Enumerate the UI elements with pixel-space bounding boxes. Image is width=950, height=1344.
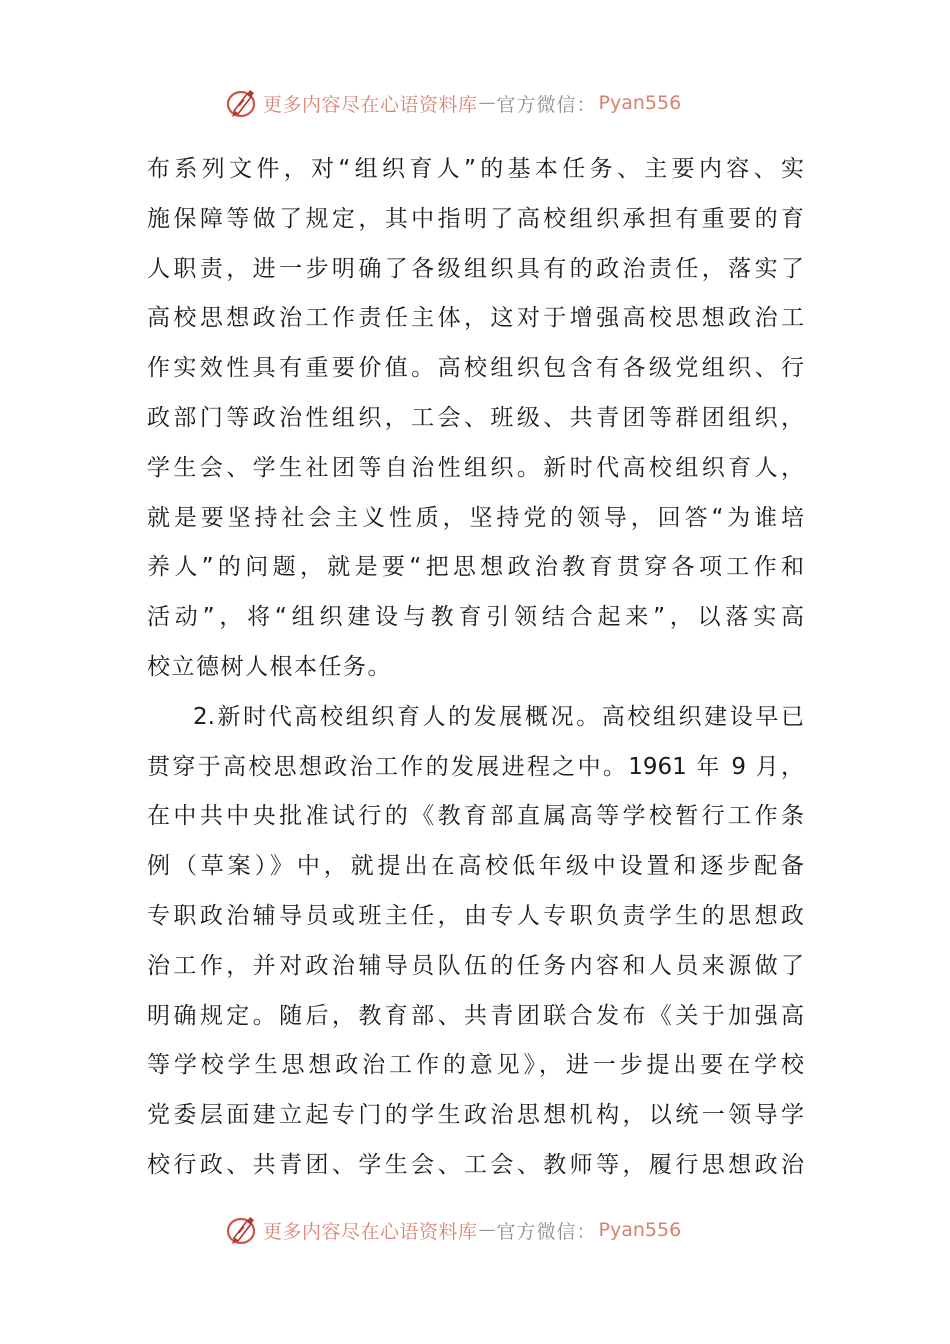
text-line: 等学校学生思想政治工作的意见》，进一步提出要在学校 xyxy=(147,1052,804,1079)
text-line: 就是要坚持社会主义性质，坚持党的领导，回答“为谁培 xyxy=(147,504,804,531)
text-line: 校立德树人根本任务。 xyxy=(147,653,392,680)
body-text xyxy=(147,145,804,1191)
banner-wechat-id: Pyan556 xyxy=(598,92,682,114)
text-line: 专职政治辅导员或班主任，由专人专职负责学生的思想政 xyxy=(147,902,804,929)
banner-wechat-id: Pyan556 xyxy=(598,1219,682,1241)
text-line: 党委层面建立起专门的学生政治思想机构，以统一领导学 xyxy=(147,1102,804,1129)
banner-wechat-label: 官方微信： xyxy=(496,1220,597,1243)
text-line: 治工作，并对政治辅导员队伍的任务内容和人员来源做了 xyxy=(147,952,804,979)
text-line: 施保障等做了规定，其中指明了高校组织承担有重要的育 xyxy=(147,205,804,232)
banner-site-text: 更多内容尽在心语资料库 xyxy=(263,93,478,116)
banner-site-text: 更多内容尽在心语资料库 xyxy=(263,1220,478,1243)
text-line: 在中共中央批准试行的《教育部直属高等学校暂行工作条 xyxy=(147,803,804,830)
text-line: 活动”，将“组织建设与教育引领结合起来”，以落实高 xyxy=(147,604,804,631)
pen-logo-icon xyxy=(225,86,259,120)
text-line: 养人”的问题，就是要“把思想政治教育贯穿各项工作和 xyxy=(147,554,804,581)
text-line: 例（草案）》中，就提出在高校低年级中设置和逐步配备 xyxy=(147,853,804,880)
text-line: 人职责，进一步明确了各级组织具有的政治责任，落实了 xyxy=(147,255,804,282)
banner-wechat-label: 官方微信： xyxy=(496,93,597,116)
section-heading-line: 2.新时代高校组织育人的发展概况。高校组织建设早已 xyxy=(193,703,804,730)
text-line: 贯穿于高校思想政治工作的发展进程之中。1961 年 9 月， xyxy=(147,753,804,780)
text-line: 作实效性具有重要价值。高校组织包含有各级党组织、行 xyxy=(147,355,804,382)
banner-separator: — xyxy=(478,93,496,113)
text-line: 政部门等政治性组织，工会、班级、共青团等群团组织， xyxy=(147,404,804,431)
pen-logo-icon xyxy=(225,1213,259,1247)
header-banner xyxy=(225,86,681,120)
text-line: 布系列文件，对“组织育人”的基本任务、主要内容、实 xyxy=(147,156,804,182)
banner-separator: — xyxy=(478,1220,496,1240)
text-line: 明确规定。随后，教育部、共青团联合发布《关于加强高 xyxy=(147,1002,804,1029)
footer-banner xyxy=(225,1213,681,1247)
text-line: 校行政、共青团、学生会、工会、教师等，履行思想政治 xyxy=(147,1151,804,1178)
text-line: 高校思想政治工作责任主体，这对于增强高校思想政治工 xyxy=(147,305,804,332)
text-line: 学生会、学生社团等自治性组织。新时代高校组织育人， xyxy=(147,454,804,481)
